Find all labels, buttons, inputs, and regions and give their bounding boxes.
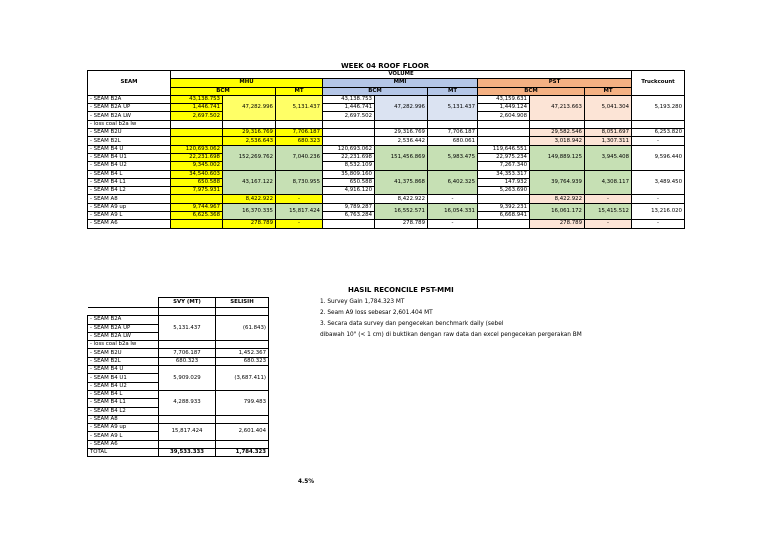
truckcount-cell: 5,193.280 — [632, 95, 685, 120]
seam-label: - SEAM B4 L1 — [88, 399, 159, 407]
mmi-bcm-total-cell: 16,552.571 — [375, 203, 428, 220]
table-row — [88, 220, 685, 228]
seam-label: - SEAM A8 — [88, 415, 159, 423]
mhu-bcm-total-cell: 152,269.762 — [223, 145, 276, 170]
header-mmi-bcm: BCM — [323, 87, 428, 95]
table-row — [88, 349, 269, 357]
header-pst: PST — [478, 79, 632, 87]
mhu-bcm-cell: 120,693.062 — [171, 145, 223, 153]
percent-value: 4.5% — [298, 479, 315, 485]
table-row — [88, 129, 685, 137]
header-mhu-bcm: BCM — [171, 87, 276, 95]
seam-label: - SEAM B2U — [88, 349, 159, 357]
mmi-mt-cell: 5,983.475 — [428, 145, 478, 170]
mmi-bcm-total-cell: 151,456.869 — [375, 145, 428, 170]
table-row — [88, 341, 269, 349]
seam-label: - SEAM B4 U2 — [88, 382, 159, 390]
pst-bcm-total-cell: 47,213.663 — [530, 95, 585, 120]
seam-label: - loss coal b2a lw — [88, 120, 171, 128]
table-row — [88, 145, 685, 153]
seam-label: - SEAM B4 U — [88, 366, 159, 374]
seam-label: - SEAM A6 — [88, 440, 159, 448]
pst-bcm-cell: 2,604.908 — [478, 112, 530, 120]
svy-cell: 7,706.187 — [159, 349, 216, 357]
pst-bcm-cell: 1,449.124 — [478, 104, 530, 112]
mmi-mt-cell: 5,131.437 — [428, 95, 478, 120]
table-row — [88, 170, 685, 178]
seam-label: - SEAM B4 L — [88, 170, 171, 178]
table-row — [88, 366, 269, 374]
mmi-mt-cell: 7,706.187 — [428, 129, 478, 137]
mhu-bcm-cell: 7,975.931 — [171, 187, 223, 195]
seam-label: - SEAM B2U — [88, 129, 171, 137]
seam-label: - SEAM B4 U1 — [88, 153, 171, 161]
truckcount-cell: 6,253.820 — [632, 129, 685, 137]
seam-label: - SEAM B4 L — [88, 390, 159, 398]
selisih-cell: 799.483 — [216, 390, 269, 415]
pst-bcm-cell: 119,646.551 — [478, 145, 530, 153]
truckcount-cell: - — [632, 137, 685, 145]
seam-label: - SEAM A9 L — [88, 432, 159, 440]
table-row — [88, 203, 685, 211]
pst-bcm-cell: 5,263.690 — [478, 187, 530, 195]
mmi-bcm-cell: 35,809.160 — [323, 170, 375, 178]
seam-label: - SEAM B4 U1 — [88, 374, 159, 382]
truckcount-cell: 3,489.450 — [632, 170, 685, 195]
truckcount-cell: 9,596.440 — [632, 145, 685, 170]
volume-table — [87, 70, 685, 229]
seam-label: - SEAM B2A UP — [88, 324, 159, 332]
table-row — [88, 357, 269, 365]
seam-label: - SEAM B2L — [88, 357, 159, 365]
pst-mt-cell: 15,415.512 — [585, 203, 632, 220]
mhu-mt-cell: 8,730.955 — [276, 170, 323, 195]
pst-mt-cell: 8,051.697 — [585, 129, 632, 137]
header-mhu-mt: MT — [276, 87, 323, 95]
mhu-bcm-total-cell: 2,536.643 — [223, 137, 276, 145]
mmi-bcm-total-cell: 29,316.769 — [375, 129, 428, 137]
mmi-bcm-cell: 650.588 — [323, 178, 375, 186]
seam-label: - SEAM B2A LW — [88, 112, 171, 120]
pst-mt-cell: - — [585, 195, 632, 203]
mmi-bcm-cell: 120,693.062 — [323, 145, 375, 153]
mhu-mt-cell: 5,131.437 — [276, 95, 323, 120]
truckcount-cell: 13,216.020 — [632, 203, 685, 220]
mhu-mt-cell: 15,817.424 — [276, 203, 323, 220]
mmi-mt-cell: - — [428, 220, 478, 228]
mhu-mt-cell: 7,040.236 — [276, 145, 323, 170]
selisih-cell: 1,452.367 — [216, 349, 269, 357]
mhu-mt-cell: - — [276, 195, 323, 203]
header-seam: SEAM — [88, 71, 171, 96]
mmi-bcm-cell: 1,446.741 — [323, 104, 375, 112]
seam-label: - SEAM B2A — [88, 316, 159, 324]
pst-bcm-total-cell: 278.789 — [530, 220, 585, 228]
mhu-bcm-total-cell: 47,282.996 — [223, 95, 276, 120]
seam-label: - SEAM B4 U2 — [88, 162, 171, 170]
mmi-mt-cell: 680.061 — [428, 137, 478, 145]
mhu-bcm-total-cell: 29,316.769 — [223, 129, 276, 137]
mmi-bcm-total-cell: 41,375.868 — [375, 170, 428, 195]
mmi-bcm-cell: 43,138.753 — [323, 95, 375, 103]
seam-label: - SEAM A6 — [88, 220, 171, 228]
mhu-bcm-total-cell: 8,422.922 — [223, 195, 276, 203]
pst-mt-cell: - — [585, 220, 632, 228]
selisih-cell: (3,687.411) — [216, 366, 269, 391]
mhu-mt-cell: - — [276, 220, 323, 228]
survey-table — [87, 297, 269, 457]
table-row — [88, 316, 269, 324]
mhu-bcm-cell: 9,345.002 — [171, 162, 223, 170]
mmi-bcm-cell: 8,532.109 — [323, 162, 375, 170]
mmi-bcm-total-cell: 2,536.442 — [375, 137, 428, 145]
pst-bcm-cell: 43,159.631 — [478, 95, 530, 103]
table-row — [88, 137, 685, 145]
mmi-bcm-total-cell: 8,422.922 — [375, 195, 428, 203]
total-label: TOTAL — [88, 449, 159, 457]
mmi-bcm-cell: 6,763.284 — [323, 212, 375, 220]
selisih-cell: 2,601.404 — [216, 424, 269, 441]
table-row — [88, 95, 685, 103]
reconcile-note: 3. Secara data survey dan pengecekan benchmark daily (sebel — [320, 321, 504, 327]
pst-mt-cell: 5,041.304 — [585, 95, 632, 120]
reconcile-note: dibawah 10" (< 1 cm) di buktikan dengan raw data dan excel pengecekan pergerakan BM — [320, 332, 582, 338]
seam-label: - SEAM A9 up — [88, 424, 159, 432]
seam-label: - SEAM B2L — [88, 137, 171, 145]
pst-bcm-cell: 7,267.340 — [478, 162, 530, 170]
mmi-mt-cell: 6,402.325 — [428, 170, 478, 195]
mhu-bcm-total-cell: 278.789 — [223, 220, 276, 228]
mhu-bcm-cell: 34,540.603 — [171, 170, 223, 178]
svy-cell: 15,817.424 — [159, 424, 216, 441]
pst-mt-cell: 4,308.117 — [585, 170, 632, 195]
pst-bcm-total-cell: 3,018.942 — [530, 137, 585, 145]
mmi-mt-cell: - — [428, 195, 478, 203]
mhu-bcm-cell: 9,744.967 — [171, 203, 223, 211]
selisih-cell: (61.843) — [216, 316, 269, 341]
table-row — [88, 120, 685, 128]
mhu-bcm-cell: 6,625.368 — [171, 212, 223, 220]
header-svy: SVY (MT) — [159, 298, 216, 308]
mhu-bcm-total-cell: 16,370.335 — [223, 203, 276, 220]
mmi-bcm-cell: 4,916.120 — [323, 187, 375, 195]
mhu-bcm-cell: 43,138.753 — [171, 95, 223, 103]
seam-label: - SEAM B4 L2 — [88, 187, 171, 195]
mmi-bcm-cell: 2,697.502 — [323, 112, 375, 120]
pst-bcm-total-cell: 39,764.939 — [530, 170, 585, 195]
header-mhu: MHU — [171, 79, 323, 87]
seam-label: - SEAM B4 L1 — [88, 178, 171, 186]
header-selisih: SELISIH — [216, 298, 269, 308]
seam-label: - SEAM A9 up — [88, 203, 171, 211]
header-truckcount: Truckcount — [632, 71, 685, 96]
pst-bcm-cell: 147.932 — [478, 178, 530, 186]
seam-label: - SEAM A8 — [88, 195, 171, 203]
seam-label: - loss coal b2a lw — [88, 341, 159, 349]
mmi-bcm-total-cell: 278.789 — [375, 220, 428, 228]
header-pst-mt: MT — [585, 87, 632, 95]
mhu-bcm-cell: 1,446.741 — [171, 104, 223, 112]
pst-bcm-total-cell: 8,422.922 — [530, 195, 585, 203]
header-volume: VOLUME — [171, 71, 632, 79]
total-selisih-cell: 1,784.323 — [216, 449, 269, 457]
truckcount-cell: - — [632, 195, 685, 203]
seam-label: - SEAM B2A LW — [88, 332, 159, 340]
pst-bcm-cell: 6,668.941 — [478, 212, 530, 220]
mmi-bcm-total-cell: 47,282.996 — [375, 95, 428, 120]
mhu-mt-cell: 680.323 — [276, 137, 323, 145]
reconcile-note: 2. Seam A9 loss sebesar 2,601.404 MT — [320, 310, 433, 316]
seam-label: - SEAM B4 U — [88, 145, 171, 153]
reconcile-title: HASIL RECONCILE PST-MMI — [348, 286, 454, 294]
pst-bcm-cell: 9,392.231 — [478, 203, 530, 211]
pst-bcm-total-cell: 16,061.172 — [530, 203, 585, 220]
pst-bcm-cell: 34,353.317 — [478, 170, 530, 178]
seam-label: - SEAM B2A — [88, 95, 171, 103]
table-row — [88, 390, 269, 398]
mmi-bcm-cell: 22,231.698 — [323, 153, 375, 161]
header-mmi-mt: MT — [428, 87, 478, 95]
selisih-cell: 680.323 — [216, 357, 269, 365]
mmi-mt-cell: 16,054.331 — [428, 203, 478, 220]
pst-bcm-cell: 22,975.234 — [478, 153, 530, 161]
seam-label: - SEAM A9 L — [88, 212, 171, 220]
header-mmi: MMI — [323, 79, 478, 87]
svy-cell: 4,288.933 — [159, 390, 216, 415]
seam-label: - SEAM B2A UP — [88, 104, 171, 112]
mhu-bcm-cell: 2,697.502 — [171, 112, 223, 120]
header-pst-bcm: BCM — [478, 87, 585, 95]
mhu-bcm-cell: 22,231.698 — [171, 153, 223, 161]
table-row — [88, 440, 269, 448]
total-row — [88, 449, 269, 457]
reconcile-note: 1. Survey Gain 1,784.323 MT — [320, 299, 405, 305]
pst-mt-cell: 1,307.311 — [585, 137, 632, 145]
pst-bcm-total-cell: 149,889.125 — [530, 145, 585, 170]
svy-cell: 680.323 — [159, 357, 216, 365]
mhu-mt-cell: 7,706.187 — [276, 129, 323, 137]
mmi-bcm-cell: 9,789.287 — [323, 203, 375, 211]
total-svy-cell: 39,533.333 — [159, 449, 216, 457]
page-title: WEEK 04 ROOF FLOOR — [340, 62, 430, 70]
seam-label: - SEAM B4 L2 — [88, 407, 159, 415]
table-row — [88, 424, 269, 432]
table-row — [88, 415, 269, 423]
mhu-bcm-total-cell: 43,167.122 — [223, 170, 276, 195]
pst-mt-cell: 3,945.408 — [585, 145, 632, 170]
truckcount-cell: - — [632, 220, 685, 228]
pst-bcm-total-cell: 29,582.546 — [530, 129, 585, 137]
svy-cell: 5,131.437 — [159, 316, 216, 341]
mhu-bcm-cell: 650.588 — [171, 178, 223, 186]
svy-cell: 5,909.029 — [159, 366, 216, 391]
table-row — [88, 195, 685, 203]
